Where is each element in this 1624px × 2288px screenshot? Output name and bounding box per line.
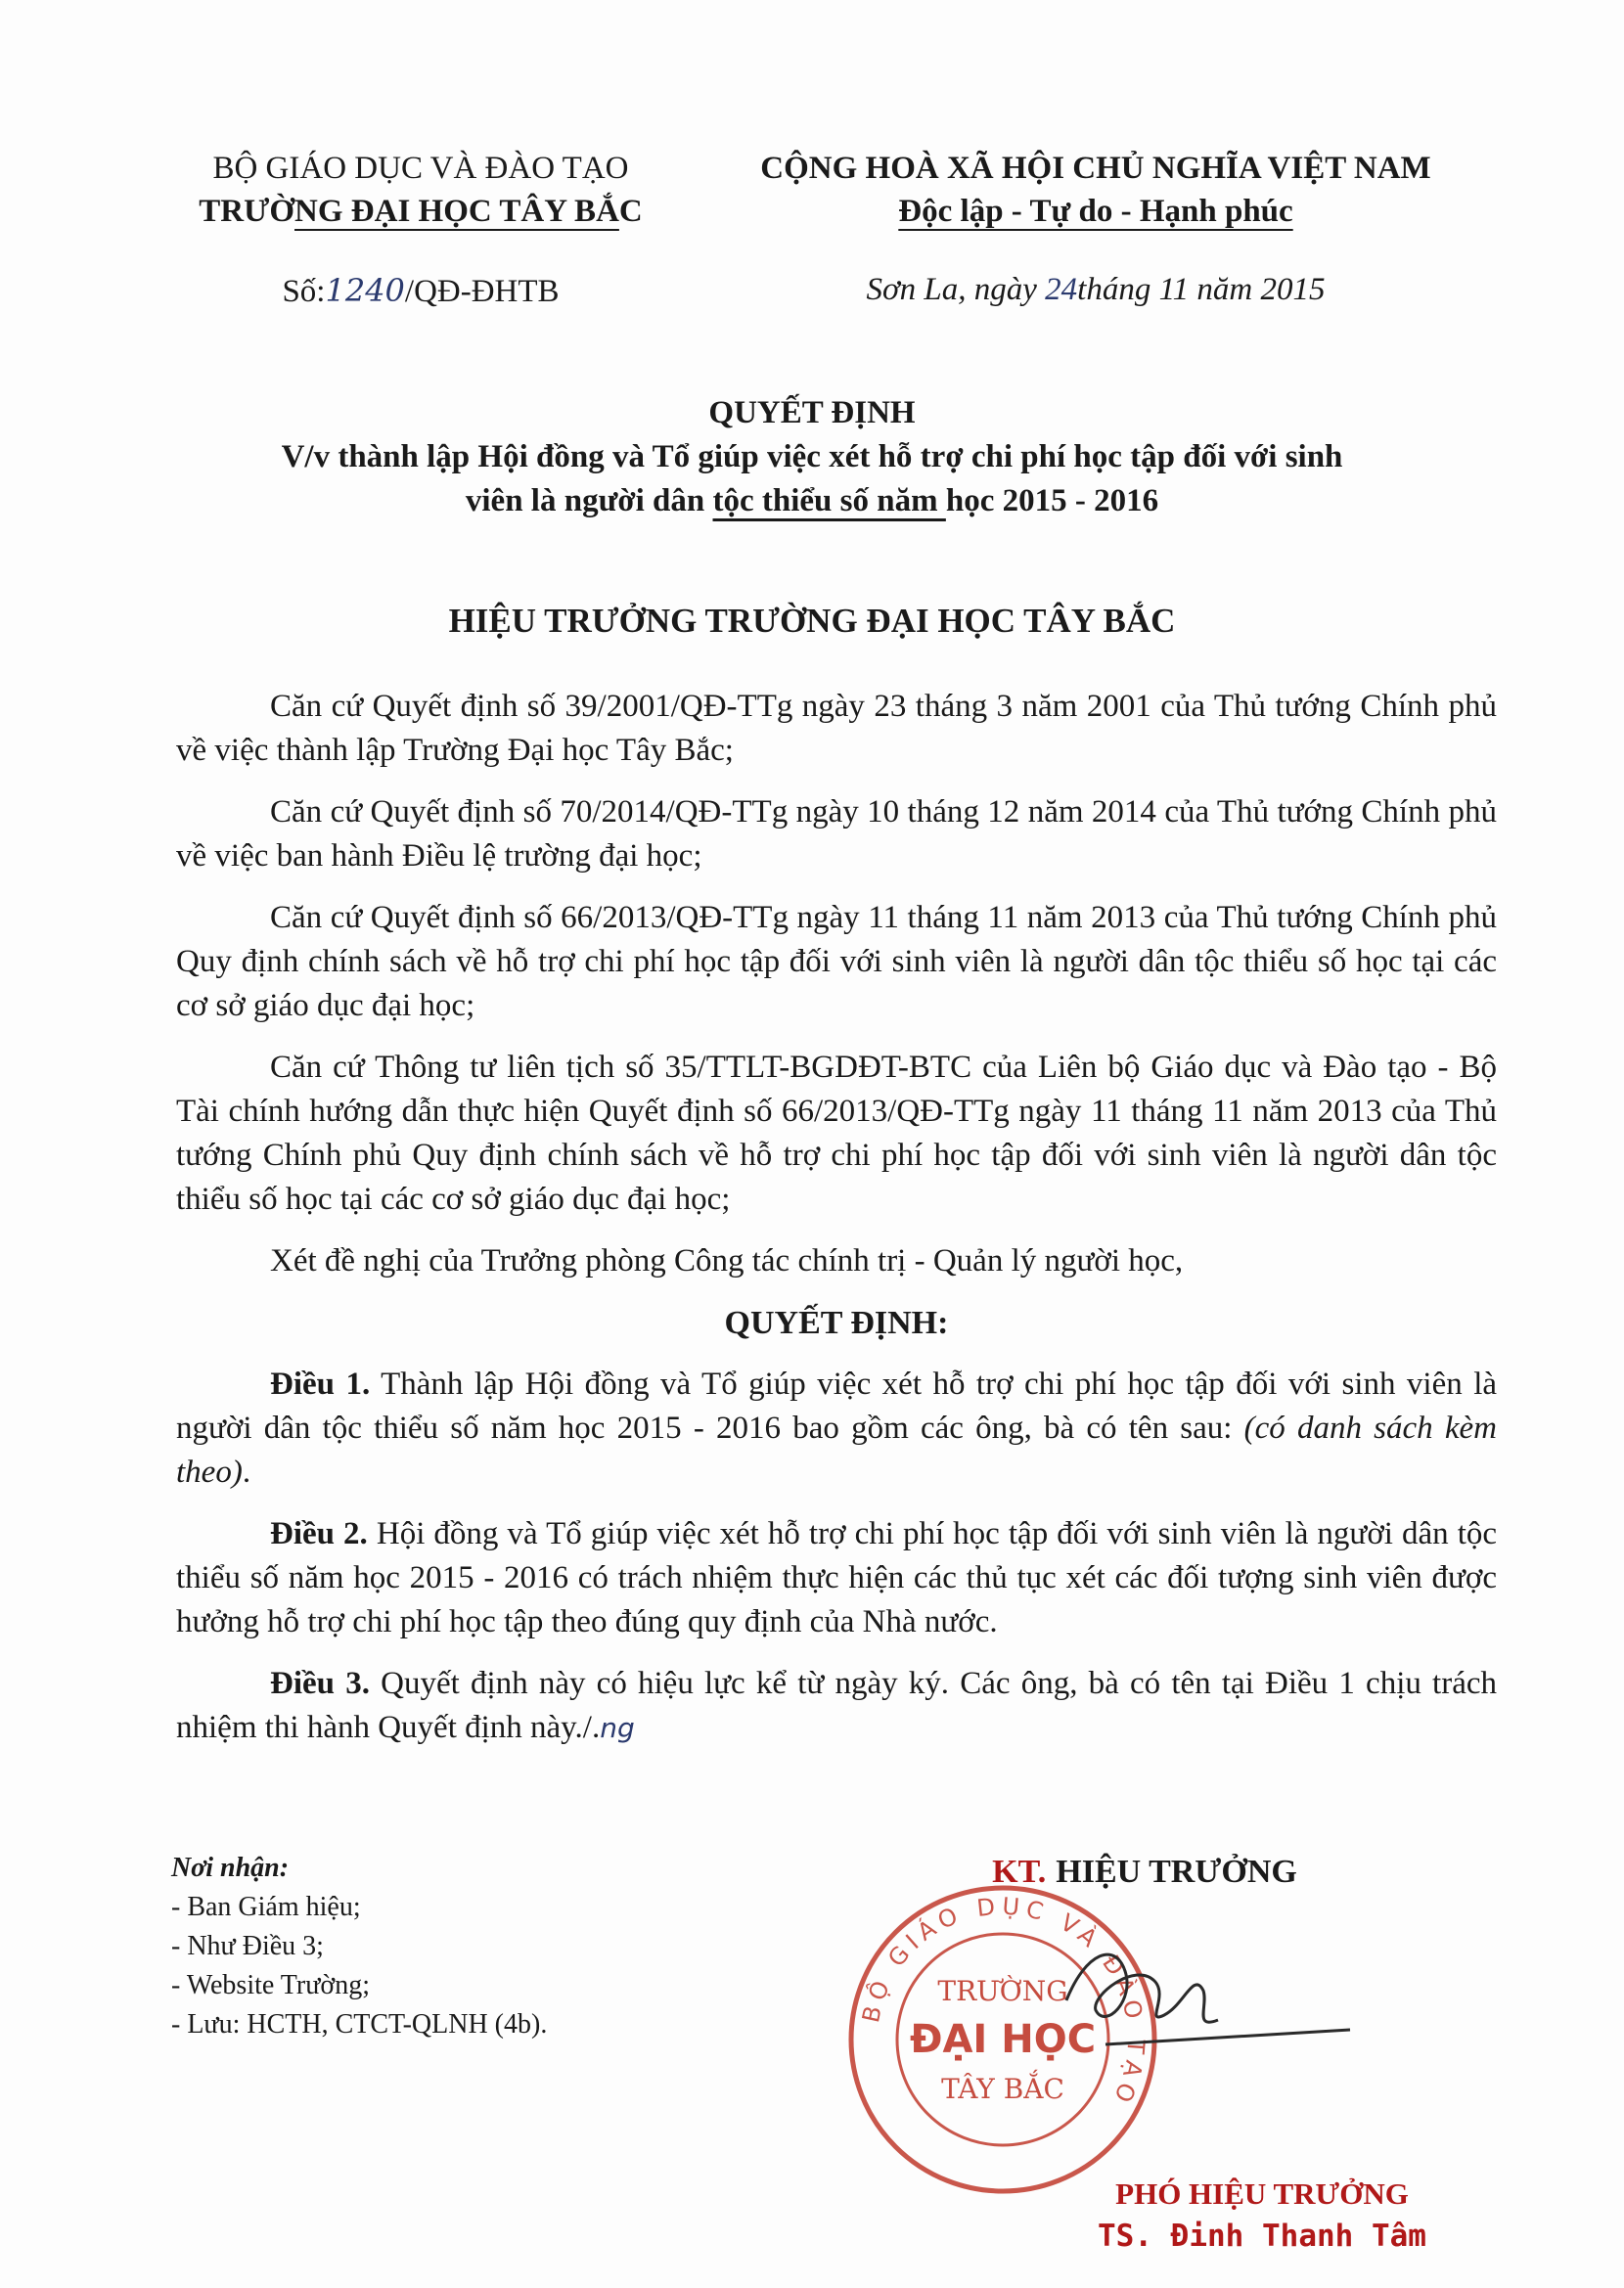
subject-part-a: viên là người dân <box>465 483 713 518</box>
recipient-item: - Như Điều 3; <box>171 1931 324 1961</box>
article-text: Hội đồng và Tổ giúp việc xét hỗ trợ chi phí học tập đối với sinh viên là người dân tộc thiểu số năm học 2015 - 2016 có trách nhiệm thực hiện các thủ tục xét các đối tượng sinh viên được hưởng hỗ trợ chi phí học tập theo đúng quy định của Nhà nước. <box>176 1516 1498 1639</box>
number-prefix: Số: <box>282 274 326 309</box>
handwritten-number: 1240 <box>325 272 405 309</box>
basis-paragraph: Căn cứ Quyết định số 66/2013/QĐ-TTg ngày 11 tháng 11 năm 2013 của Thủ tướng Chính phủ Quy định chính sách về hỗ trợ chi phí học tập đối với sinh viên là người dân tộc thiểu số học tại các cơ sở giáo dục đại học; <box>176 900 1497 1023</box>
seal-line3: TÂY BẮC <box>941 2073 1064 2105</box>
school-name-prefix: TRƯỜ <box>199 194 295 229</box>
handwritten-day: 24 <box>1045 272 1078 307</box>
school-name-suffix: C <box>618 194 643 229</box>
signer-name: TS. Đinh Thanh Tâm <box>1098 2219 1426 2254</box>
seal-ring-text: BỘ GIÁO DỤC VÀ ĐÀO TẠO <box>857 1892 1150 2112</box>
number-suffix: /QĐ-ĐHTB <box>404 274 560 309</box>
decision-subject-line2 <box>166 479 1458 523</box>
article-text: Quyết định này có hiệu lực kể từ ngày ký. Các ông, bà có tên tại Điều 1 chịu trách nhiệm thi hành Quyết định này./. <box>176 1666 1498 1745</box>
article-label: Điều 2. <box>270 1516 368 1551</box>
decision-heading: QUYẾT ĐỊNH <box>708 395 916 430</box>
school-name <box>147 190 695 233</box>
article-label: Điều 3. <box>270 1666 370 1701</box>
country-name: CỘNG HOÀ XÃ HỘI CHỦ NGHĨA VIỆT NAM <box>760 151 1431 186</box>
document-body <box>176 685 1497 1768</box>
handwritten-signature <box>1047 1932 1360 2059</box>
article-label: Điều 1. <box>270 1367 371 1402</box>
kt-mark: KT. <box>992 1854 1047 1890</box>
initials-mark: ng <box>600 1712 635 1744</box>
subject-part-underlined: tộc thiểu số năm <box>712 483 946 518</box>
proposal-paragraph: Xét đề nghị của Trưởng phòng Công tác chính trị - Quản lý người học, <box>270 1243 1184 1279</box>
subject-part-b: học 2015 - 2016 <box>945 483 1159 518</box>
national-motto: Độc lập - Tự do - Hạnh phúc <box>898 194 1293 229</box>
ministry-name: BỘ GIÁO DỤC VÀ ĐÀO TẠO <box>212 151 629 186</box>
school-name-underlined: NG ĐẠI HỌC TÂY BẮ <box>294 194 619 229</box>
date-suffix: tháng 11 năm 2015 <box>1077 272 1326 307</box>
seal-line2: ĐẠI HỌC <box>909 2017 1097 2062</box>
issuer-header <box>147 147 695 233</box>
recipient-item: - Ban Giám hiệu; <box>171 1892 361 1922</box>
basis-paragraph: Căn cứ Quyết định số 39/2001/QĐ-TTg ngày 23 tháng 3 năm 2001 của Thủ tướng Chính phủ về việc thành lập Trường Đại học Tây Bắc; <box>176 689 1497 768</box>
date-line <box>685 272 1507 308</box>
deputy-title: PHÓ HIỆU TRƯỞNG <box>1115 2176 1409 2211</box>
state-header <box>685 147 1507 233</box>
recipients-heading: Nơi nhận: <box>171 1853 290 1883</box>
article-text: Thành lập Hội đồng và Tổ giúp việc xét hỗ trợ chi phí học tập đối với sinh viên là người dân tộc thiểu số năm học 2015 - 2016 bao gồm các ông, bà có tên sau: <box>176 1367 1498 1446</box>
decision-title <box>166 391 1458 523</box>
article-end: . <box>242 1455 251 1490</box>
decide-heading: QUYẾT ĐỊNH: <box>724 1305 949 1341</box>
recipients-block <box>171 1849 778 2044</box>
seal-line1: TRƯỜNG <box>937 1975 1068 2007</box>
basis-paragraph: Căn cứ Thông tư liên tịch số 35/TTLT-BGDĐT-BTC của Liên bộ Giáo dục và Đào tạo - Bộ Tài chính hướng dẫn thực hiện Quyết định số 66/2013/QĐ-TTg ngày 11 tháng 11 năm 2013 của Thủ tướng Chính phủ Quy định chính sách về hỗ trợ chi phí học tập đối với sinh viên là người dân tộc thiểu số học tại các cơ sở giáo dục đại học; <box>176 1050 1497 1217</box>
document-number <box>147 272 695 310</box>
recipient-item: - Lưu: HCTH, CTCT-QLNH (4b). <box>171 2009 548 2040</box>
decision-subject-line1: V/v thành lập Hội đồng và Tổ giúp việc xét hỗ trợ chi phí học tập đối với sinh <box>281 439 1343 474</box>
article-3 <box>176 1662 1497 1750</box>
issuer-title: HIỆU TRƯỞNG TRƯỜNG ĐẠI HỌC TÂY BẮC <box>448 602 1176 640</box>
recipient-item: - Website Trường; <box>171 1970 371 2000</box>
date-prefix: Sơn La, ngày <box>866 272 1046 307</box>
article-italic: (có danh sách kèm theo) <box>176 1411 1497 1490</box>
signer-title-text: HIỆU TRƯỞNG <box>1056 1854 1297 1890</box>
basis-paragraph: Căn cứ Quyết định số 70/2014/QĐ-TTg ngày 10 tháng 12 năm 2014 của Thủ tướng Chính phủ về việc ban hành Điều lệ trường đại học; <box>176 794 1497 874</box>
article-2 <box>176 1512 1497 1644</box>
article-1 <box>176 1363 1497 1495</box>
